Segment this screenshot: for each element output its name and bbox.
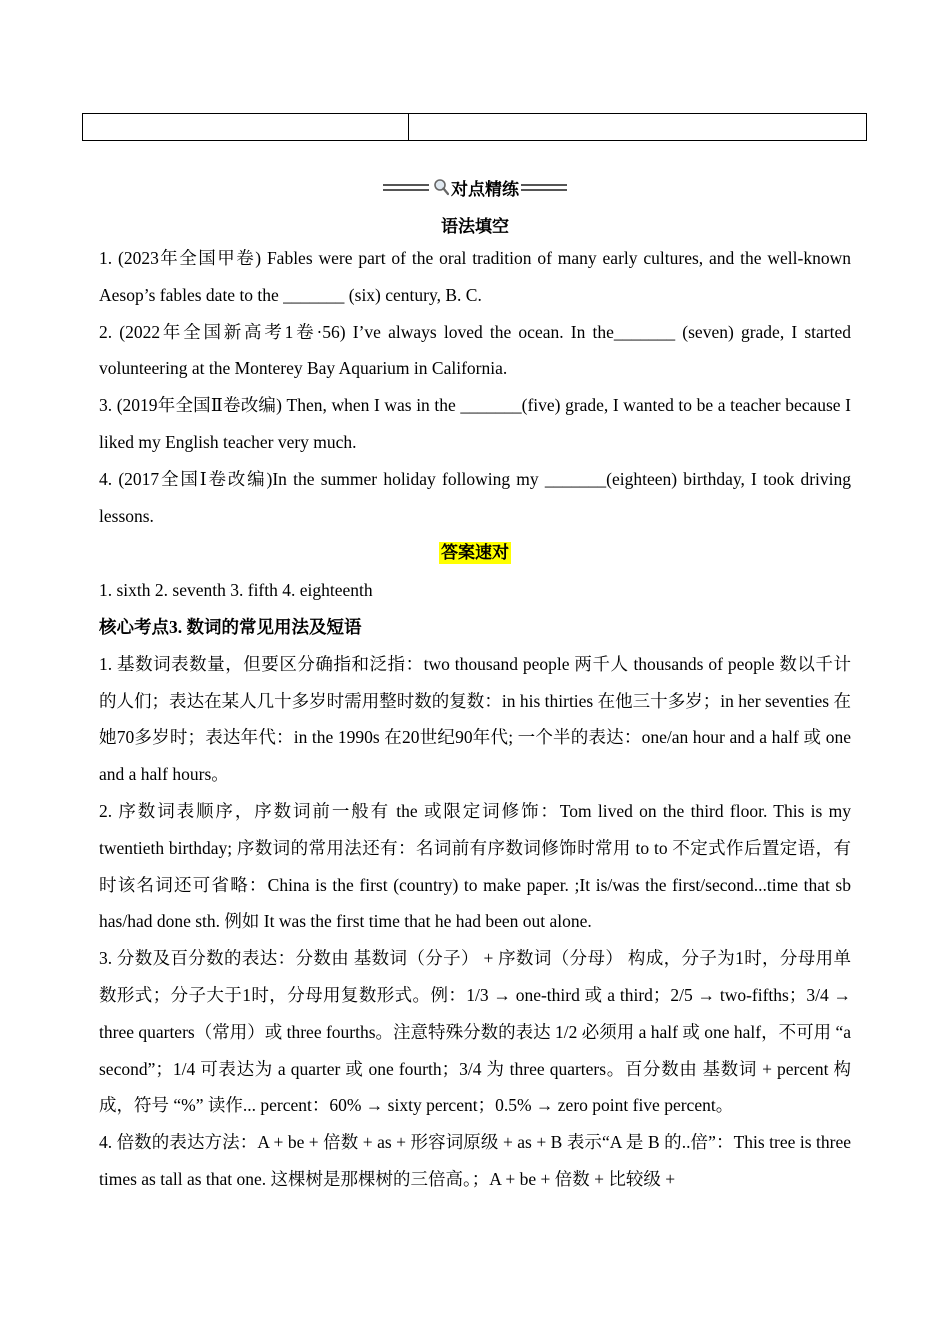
practice-heading <box>0 175 950 199</box>
magnifier-icon <box>433 178 449 196</box>
exercise-item: 4. (2017全国Ⅰ卷改编)In the summer holiday following my _______(eighteen) birthday, I took driving lessons. <box>99 468 851 526</box>
heading-text: 对点精练 <box>451 179 519 200</box>
section-title: 核心考点3. 数词的常见用法及短语 <box>99 616 362 637</box>
table-cell <box>409 114 866 140</box>
exercise-item: 3. (2019年全国Ⅱ卷改编) Then, when I was in the _______(five) grade, I wanted to be a teacher because I liked my English teacher very much. <box>99 395 851 452</box>
heading-right-rule <box>521 184 567 191</box>
point-item: 3. 分数及百分数的表达：分数由 基数词（分子） + 序数词（分母） 构成，分子为1时，分母用单数形式；分子大于1时，分母用复数形式。例：1/3 → one-third 或 a third；2/5 → two-fifths；3/4 → three quarters（常用）或 three fourths。注意特殊分数的表达 1/2 必须用 a half 或 one half，不可用 “a second”；1/4 可表达为 a quarter 或 one fourth；3/4 为 three quarters。百分数由 基数词 + percent 构成，符号 “%” 读作... percent：60% → sixty percent；0.5% → zero point five percent。 <box>99 948 851 1116</box>
answer-title-text: 答案速对 <box>441 543 509 564</box>
point-item: 1. 基数词表数量，但要区分确指和泛指：two thousand people 两千人 thousands of people 数以千计的人们；表达在某人几十多岁时需用整时数的复数：in his thirties 在他三十多岁；in her seventies 在她70多岁时；表达年代：in the 1990s 在20世纪90年代; 一个半的表达：one/an hour and a half 或 one and a half hours。 <box>99 653 851 785</box>
point-item: 4. 倍数的表达方法：A + be + 倍数 + as + 形容词原级 + as + B 表示“A 是 B 的..倍”：This tree is three times as tall as that one. 这棵树是那棵树的三倍高。；A + be + 倍数 + 比较级 + <box>99 1132 851 1189</box>
exercise-item: 2. (2022年全国新高考1卷·56) I’ve always loved the ocean. In the_______ (seven) grade, I started volunteering at the Monterey Bay Aquarium in California. <box>99 321 851 379</box>
exercise-item: 1. (2023年全国甲卷) Fables were part of the oral tradition of many early cultures, and the well-known Aesop’s fables date to the _______ (six) century, B. C. <box>99 248 851 305</box>
table-cell <box>83 114 409 140</box>
subheading: 语法填空 <box>441 217 509 237</box>
point-item: 2. 序数词表顺序，序数词前一般有 the 或限定词修饰：Tom lived on the third floor. This is my twentieth birthday; 序数词的常用法还有：名词前有序数词修饰时常用 to to 不定式作后置定语，有时该名词还可省略：China is the first (country) to make paper. ;It is/was the first/second...time that sb has/had done sth. 例如 It was the first time that he had been out alone. <box>99 800 851 932</box>
heading-left-rule <box>383 184 429 191</box>
answer-list: 1. sixth 2. seventh 3. fifth 4. eighteenth <box>99 580 373 601</box>
top-table <box>82 113 867 141</box>
answer-title <box>99 534 851 572</box>
document-body <box>99 240 851 1198</box>
